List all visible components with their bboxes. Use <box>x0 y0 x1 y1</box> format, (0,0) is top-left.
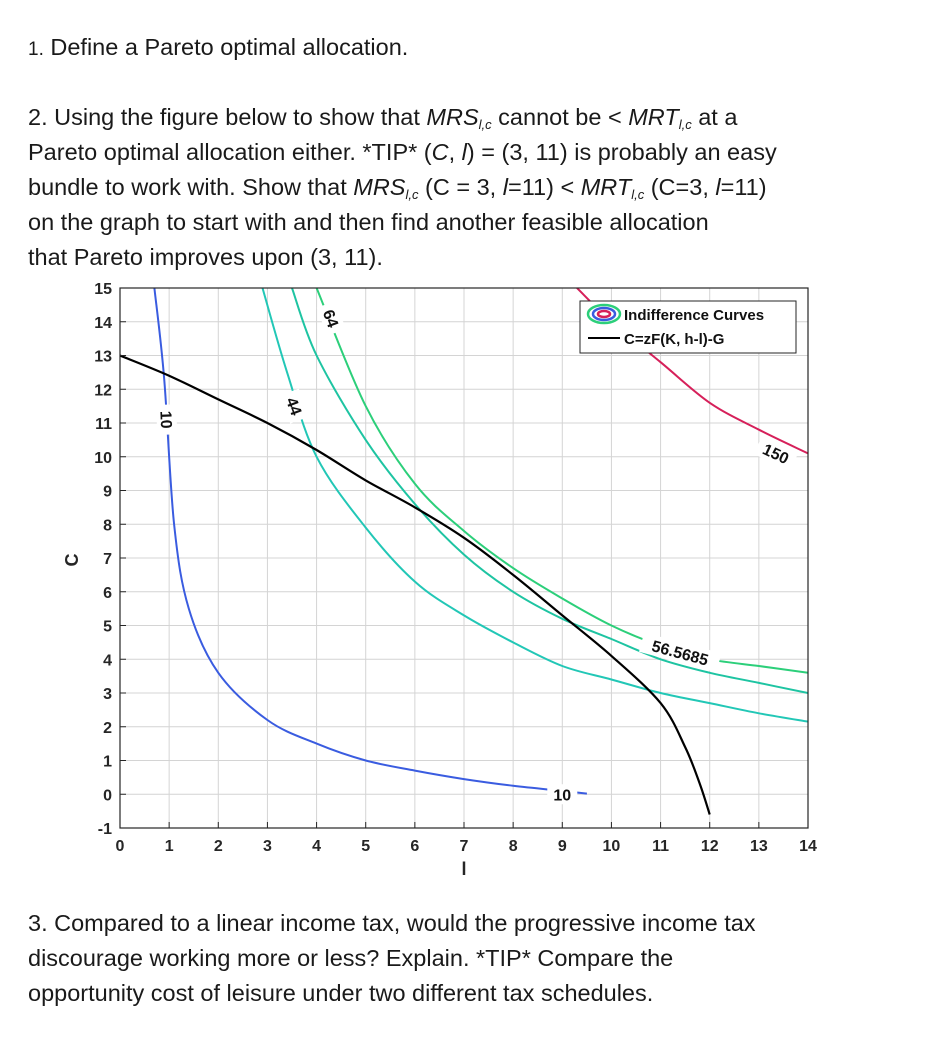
contour-label-text: 150 <box>759 441 792 469</box>
y-tick-label: -1 <box>97 821 112 838</box>
q2-mrt: MRT <box>628 104 679 130</box>
x-tick-label: 2 <box>213 838 223 855</box>
q2-var-c: C <box>431 139 449 165</box>
y-tick-label: 9 <box>103 483 112 501</box>
q2-text: , <box>448 139 462 165</box>
q2-text: on the graph to start with and then find another feasible allocation <box>28 209 709 235</box>
contour-label <box>156 404 177 435</box>
q3-text: 3. Compared to a linear income tax, would the progressive income tax <box>28 910 756 936</box>
y-tick-label: 15 <box>94 281 112 298</box>
q2-text: 2. Using the figure below to show that <box>28 104 427 130</box>
q2-text: Pareto optimal allocation either. *TIP* ( <box>28 139 432 165</box>
y-tick-label: 0 <box>103 787 112 805</box>
x-tick-label: 6 <box>410 838 420 855</box>
x-tick-label: 9 <box>557 838 567 855</box>
indifference-curve-chart <box>0 270 932 910</box>
x-axis-label: l <box>461 859 467 879</box>
x-tick-label: 4 <box>312 838 322 855</box>
q2-text: ) = (3, 11) is probably an easy <box>466 139 777 165</box>
y-tick-label: 4 <box>103 652 112 670</box>
y-tick-label: 11 <box>95 416 112 433</box>
x-tick-label: 11 <box>652 838 670 855</box>
y-tick-label: 14 <box>94 314 112 332</box>
q2-sub: l,c <box>678 117 692 132</box>
q3-text: opportunity cost of leisure under two different tax schedules. <box>28 980 654 1006</box>
y-tick-label: 6 <box>103 584 112 602</box>
y-tick-label: 12 <box>94 382 112 400</box>
q2-text: =11) < <box>507 174 581 200</box>
q2-var-l: l <box>502 174 508 200</box>
question-1 <box>28 30 408 67</box>
x-tick-label: 7 <box>459 838 469 855</box>
q2-mrs: MRS <box>353 174 406 200</box>
contour-label-text: 56.5685 <box>649 638 710 670</box>
x-tick-label: 5 <box>361 838 371 855</box>
y-tick-label: 2 <box>103 719 112 737</box>
x-tick-label: 8 <box>508 838 518 855</box>
x-tick-label: 3 <box>262 838 272 855</box>
y-tick-label: 1 <box>103 753 112 771</box>
y-tick-label: 5 <box>103 618 112 636</box>
q2-var-l: l <box>715 174 721 200</box>
y-tick-label: 10 <box>94 449 112 467</box>
grid <box>120 288 808 828</box>
contour-label <box>754 436 799 471</box>
question-1-number: 1. <box>28 39 44 60</box>
x-tick-label: 13 <box>749 838 768 855</box>
q2-text: bundle to work with. Show that <box>28 174 354 200</box>
question-2 <box>28 100 908 275</box>
y-tick-label: 3 <box>103 686 112 703</box>
contour-label <box>639 632 721 672</box>
legend-entry-indifference: Indifference Curves <box>624 307 765 324</box>
question-3 <box>28 906 908 1011</box>
indifference-curve-0 <box>154 288 587 794</box>
contour-label-text: 10 <box>156 410 174 429</box>
q2-sub: l,c <box>478 117 492 132</box>
y-tick-label: 13 <box>94 348 112 366</box>
y-tick-label: 8 <box>103 517 112 535</box>
y-axis-label: C <box>62 553 82 567</box>
q2-text: =11) <box>720 174 767 200</box>
q2-text: that Pareto improves upon (3, 11). <box>28 244 383 270</box>
x-tick-label: 0 <box>115 838 125 855</box>
legend-entry-budget: C=zF(K, h-l)-G <box>624 331 725 348</box>
legend <box>580 301 796 353</box>
contour-label-text: 44 <box>282 395 305 418</box>
q2-sub: l,c <box>405 187 419 202</box>
contour-label <box>547 784 577 804</box>
q3-text: discourage working more or less? Explain. *TIP* Compare the <box>28 945 674 971</box>
q2-mrs: MRS <box>426 104 479 130</box>
q2-mrt: MRT <box>580 174 632 200</box>
x-tick-label: 12 <box>700 838 719 855</box>
x-tick-label: 10 <box>602 838 621 855</box>
question-1-text: Define a Pareto optimal allocation. <box>50 34 409 60</box>
q2-text: (C=3, <box>644 174 716 200</box>
q2-text: at a <box>691 104 738 130</box>
contour-label <box>280 389 309 424</box>
q2-sub: l,c <box>631 187 645 202</box>
contour-label-text: 64 <box>318 307 341 331</box>
x-tick-label: 1 <box>164 838 174 855</box>
contour-label-text: 10 <box>553 787 572 805</box>
contour-label <box>317 301 346 336</box>
axis-ticks <box>94 281 817 855</box>
y-tick-label: 7 <box>103 551 112 568</box>
x-tick-label: 14 <box>799 838 817 855</box>
contour-labels <box>156 301 798 804</box>
q2-var-l: l <box>461 139 467 165</box>
q2-text: cannot be < <box>491 104 629 130</box>
q2-text: (C = 3, <box>418 174 503 200</box>
